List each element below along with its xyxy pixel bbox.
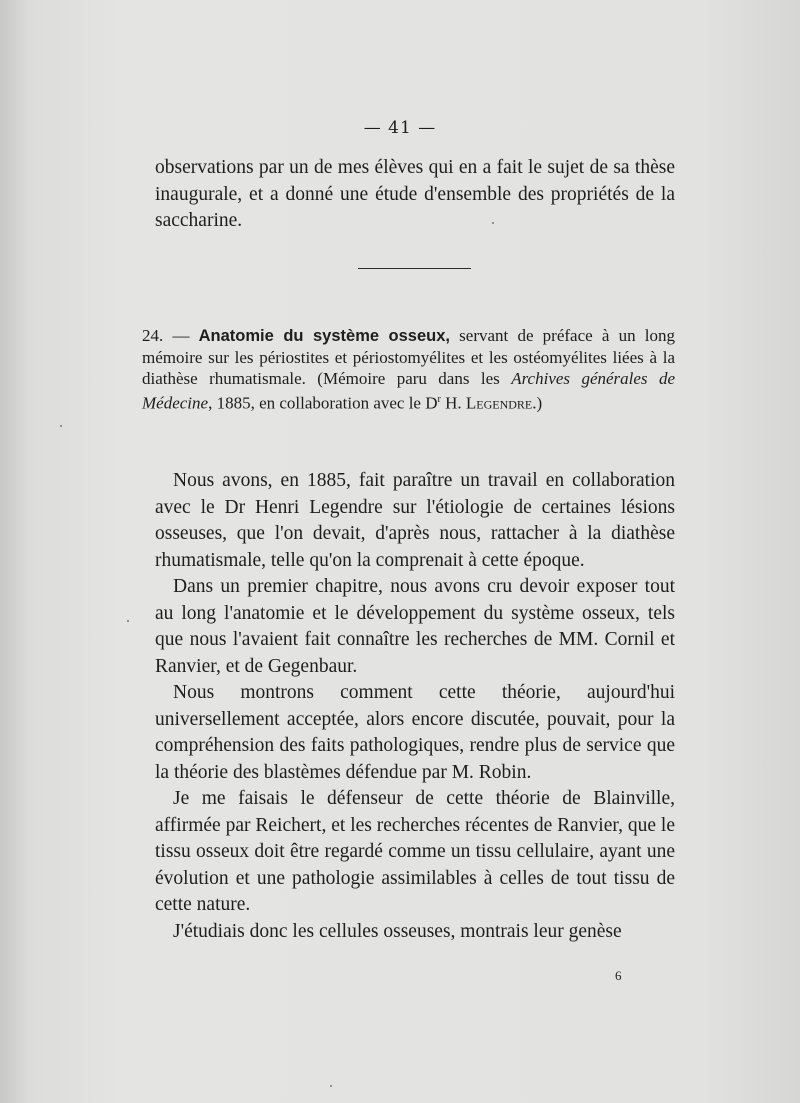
main-text	[155, 468, 675, 945]
paper-speck	[492, 222, 494, 224]
entry-collaborator: H. Legendre.)	[440, 393, 543, 413]
entry-dr-superscript: r	[437, 394, 441, 405]
section-separator	[358, 268, 471, 269]
intro-text: observations par un de mes élèves qui en a fait le sujet de sa thèse inaugurale, et a donné une étude d'ensemble des propriétés de la saccharine.	[155, 157, 675, 231]
paper-speck	[60, 425, 62, 427]
intro-paragraph	[155, 155, 675, 235]
entry-text-1: servant de préface à un long mémoire sur les périostites et périostomyélites et les ostéomyélites liées à la diathèse rhumatismale. (Mémoire paru dans les	[142, 326, 675, 388]
paragraph-5: J'étudiais donc les cellules osseuses, montrais leur genèse	[173, 920, 622, 942]
entry-text-2: , 1885, en collaboration avec le D	[208, 393, 438, 413]
paragraph-4: Je me faisais le défenseur de cette théorie de Blainville, affirmée par Reichert, et les recherches récentes de Ranvier, que le tissu osseux doit être regardé comme un tissu cellulaire, ayant une évolution et une pathologie assimilables à celles de tout tissu de cette nature.	[155, 788, 675, 915]
paper-speck	[127, 620, 129, 622]
entry-journal: Archives générales de Médecine	[142, 369, 675, 413]
signature-mark: 6	[615, 968, 622, 983]
entry-title: Anatomie du système osseux,	[198, 327, 450, 345]
entry-dash: —	[172, 326, 190, 345]
page-number: — 41 —	[363, 118, 437, 138]
paragraph-1: Nous avons, en 1885, fait paraître un travail en collaboration avec le Dr Henri Legendre sur l'étiologie de certaines lésions osseuses, que l'on devait, d'après nous, rattacher à la diathèse rhumatismale, telle qu'on la comprenait à cette époque.	[155, 470, 675, 571]
paper-speck	[330, 1085, 332, 1087]
entry-number: 24.	[142, 326, 164, 345]
bibliography-entry	[142, 325, 675, 414]
paragraph-2: Dans un premier chapitre, nous avons cru devoir exposer tout au long l'anatomie et le développement du système osseux, tels que nous l'avaient fait connaître les recherches de MM. Cornil et Ranvier, et de Gegenbaur.	[155, 576, 675, 677]
entry-body	[142, 325, 675, 414]
paragraph-3: Nous montrons comment cette théorie, aujourd'hui universellement acceptée, alors encore discutée, pouvait, pour la compréhension des faits pathologiques, rendre plus de service que la théorie des blastèmes défendue par M. Robin.	[155, 682, 675, 783]
